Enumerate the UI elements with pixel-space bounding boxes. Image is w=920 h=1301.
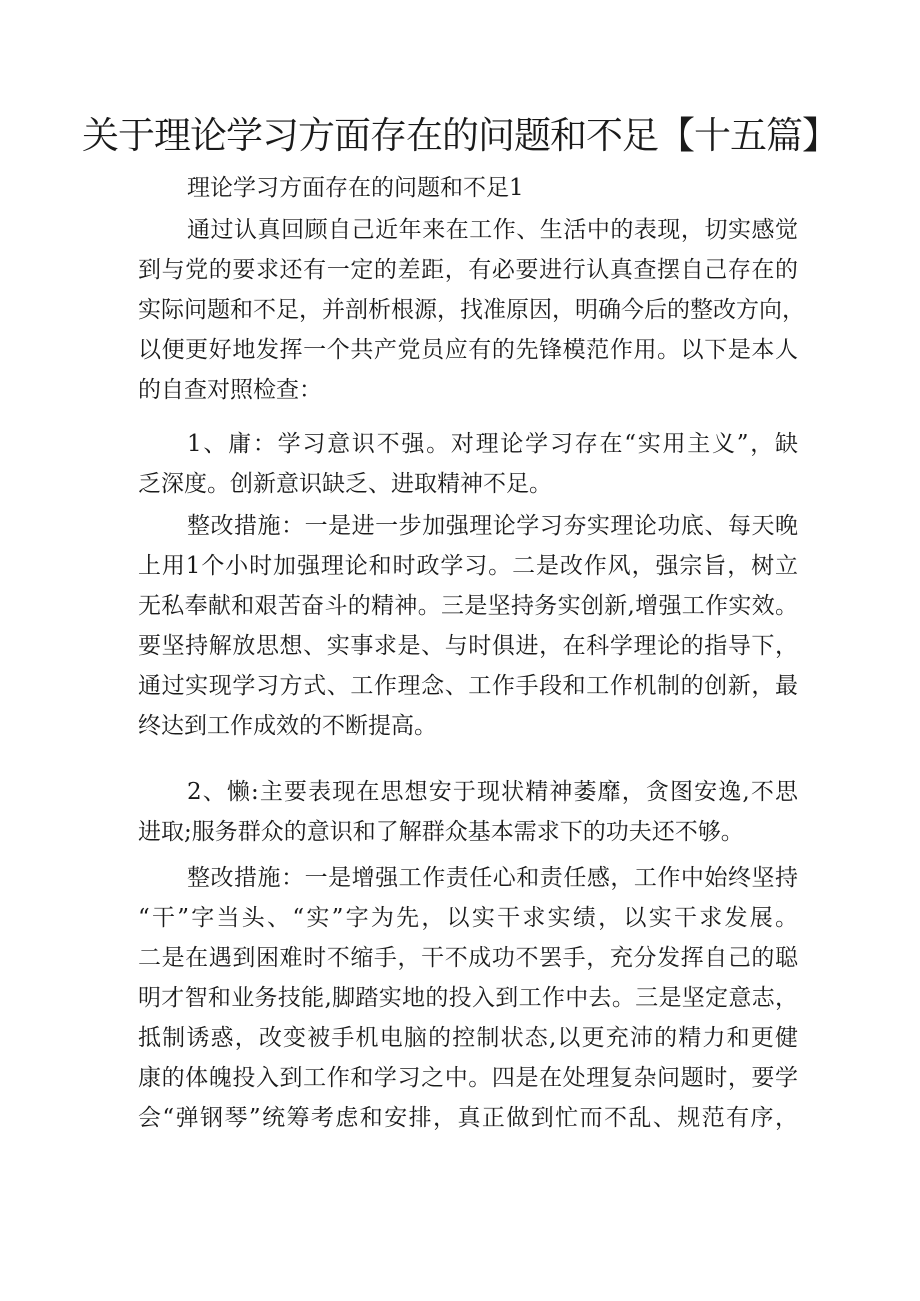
- paragraph-measures-1: [138, 506, 798, 746]
- document-title: 关于理论学习方面存在的问题和不足【十五篇】: [82, 114, 838, 157]
- paragraph-issue-1: [138, 424, 798, 504]
- paragraph-line: 明才智和业务技能,脚踏实地的投入到工作中去。三是坚定意志，: [138, 985, 798, 1011]
- paragraph-line: 二是在遇到困难时不缩手，干不成功不罢手，充分发挥自己的聪: [138, 945, 798, 971]
- paragraph-intro: [138, 210, 805, 410]
- paragraph-line: 乏深度。创新意识缺乏、进取精神不足。: [138, 471, 552, 497]
- paragraph-line: 实际问题和不足，并剖析根源，找准原因，明确今后的整改方向，: [138, 297, 805, 323]
- paragraph-line: 整改措施：一是增强工作责任心和责任感，工作中始终坚持: [187, 865, 798, 891]
- paragraph-line: 会“弹钢琴”统筹考虑和安排，真正做到忙而不乱、规范有序，: [138, 1105, 798, 1131]
- paragraph-line: 通过认真回顾自己近年来在工作、生活中的表现，切实感觉: [187, 217, 798, 243]
- paragraph-line: 1、庸：学习意识不强。对理论学习存在“实用主义”，缺: [187, 431, 798, 457]
- paragraph-line: 上用1个小时加强理论和时政学习。二是改作风，强宗旨，树立: [138, 553, 798, 579]
- paragraph-line: 进取;服务群众的意识和了解群众基本需求下的功夫还不够。: [138, 819, 744, 845]
- paragraph-line: 康的体魄投入到工作和学习之中。四是在处理复杂问题时，要学: [138, 1065, 798, 1091]
- paragraph-line: 以便更好地发挥一个共产党员应有的先锋模范作用。以下是本人: [138, 337, 798, 363]
- paragraph-line: 终达到工作成效的不断提高。: [138, 713, 437, 739]
- paragraph-line: 要坚持解放思想、实事求是、与时俱进，在科学理论的指导下，: [138, 633, 798, 659]
- paragraph-measures-2: [138, 858, 798, 1138]
- paragraph-line: 2、懒:主要表现在思想安于现状精神萎靡，贪图安逸,不思: [187, 779, 798, 805]
- paragraph-line: 抵制诱惑，改变被手机电脑的控制状态,以更充沛的精力和更健: [138, 1025, 798, 1051]
- paragraph-issue-2: [138, 772, 798, 852]
- paragraph-line: 的自查对照检查：: [138, 377, 322, 403]
- section-subtitle: 理论学习方面存在的问题和不足1: [187, 175, 524, 201]
- paragraph-line: 通过实现学习方式、工作理念、工作手段和工作机制的创新，最: [138, 673, 798, 699]
- paragraph-line: 整改措施：一是进一步加强理论学习夯实理论功底、每天晚: [187, 513, 798, 539]
- paragraph-line: “干”字当头、“实”字为先，以实干求实绩，以实干求发展。: [138, 905, 798, 931]
- paragraph-line: 无私奉献和艰苦奋斗的精神。三是坚持务实创新,增强工作实效。: [138, 593, 798, 619]
- paragraph-line: 到与党的要求还有一定的差距，有必要进行认真查摆自己存在的: [138, 257, 798, 283]
